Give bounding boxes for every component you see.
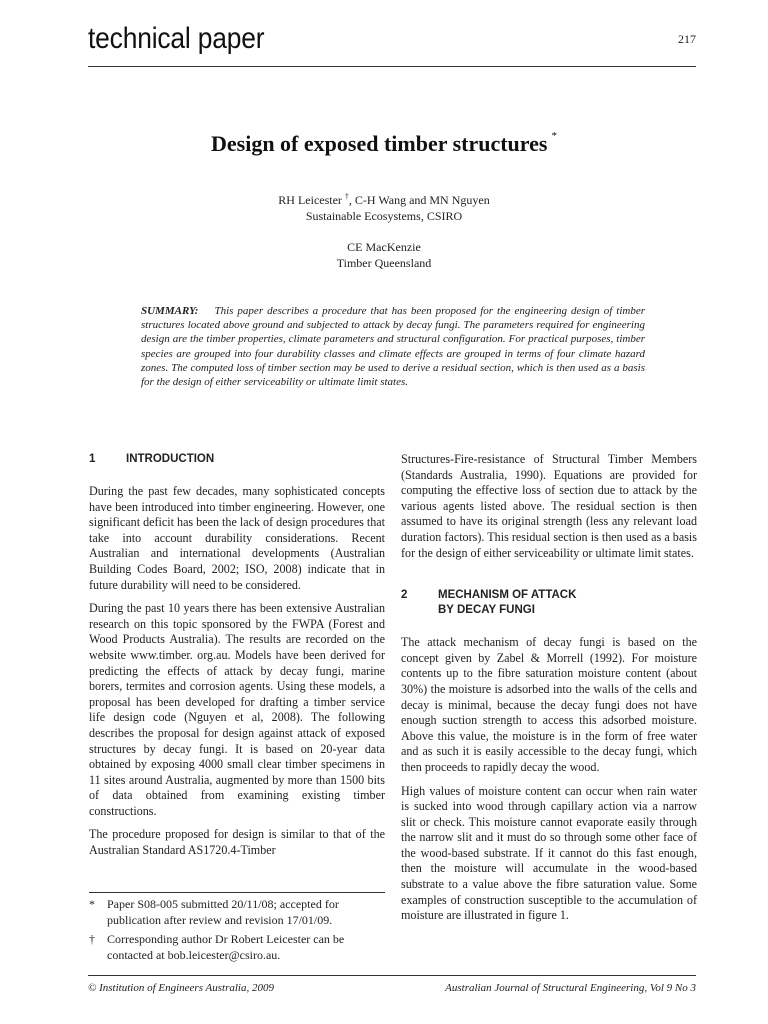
author-line-1 — [0, 189, 768, 208]
paragraph: During the past few decades, many sophisticated concepts have been introduced into timber engineering. However, one significant deficit has been the lack of design procedures that take into account durability considerations. Recent Australian and international developments (Australian Building Codes Board, 2002; ISO, 2008) indicate that in future durability will need to be considered. — [89, 484, 385, 592]
footnote-text: Paper S08-005 submitted 20/11/08; accepted for publication after review and revision 17/01/09. — [107, 897, 339, 927]
section-number-1: 1 — [89, 453, 96, 465]
author-line-2: CE MacKenzie — [347, 240, 421, 254]
paper-title-text: Design of exposed timber structures — [211, 131, 548, 156]
paragraph: The procedure proposed for design is similar to that of the Australian Standard AS1720.4-Timber — [89, 827, 385, 858]
footnotes — [89, 892, 385, 967]
journal-citation: Australian Journal of Structural Engineering, Vol 9 No 3 — [445, 982, 696, 994]
paper-title — [0, 130, 768, 157]
author-affiliation-1: Sustainable Ecosystems, CSIRO — [305, 209, 463, 223]
paragraph-continuation: Structures-Fire-resistance of Structural Timber Members (Standards Australia, 1990). Equations are provided for computing the effective loss of section due to attack by the various agents listed above. The residual section is then assumed to have its original strength (less any relevant load duration factors). This residual section is then used as a basis for the design of either serviceability or ultimate limit states. — [401, 452, 697, 560]
footnote-text: Corresponding author Dr Robert Leicester can be contacted at bob.leicester@csiro.au. — [107, 932, 345, 962]
paragraph: The attack mechanism of decay fungi is based on the concept given by Zabel & Morrell (1992). For moisture contents up to the fibre saturation moisture content (about 30%) the moisture is adsorbed into the walls of the cells and decay is minimal, because the decay fungi does not have enough suction strength to access this adsorbed moisture. Above this value, the moisture is in the form of free water and as such it is easily accessible to the decay fungi, which then proceeds to rapidly decay the wood. — [401, 635, 697, 774]
paragraph: High values of moisture content can occur when rain water is sucked into wood through capillary action via a narrow slit or check. This moisture cannot evaporate easily through the narrow slit and it must do so through some other face of the wood-based substrate. If it cannot do this fast enough, then the moisture will accumulate in the wood-based substrate to a value above the fibre saturation value. Some examples of construction susceptible to the accumulation of moisture are illustrated in figure 1. — [401, 783, 697, 923]
copyright-notice: © Institution of Engineers Australia, 2009 — [88, 982, 274, 994]
footer-rule — [88, 975, 696, 976]
section-number-2: 2 — [401, 589, 408, 602]
title-footnote-mark: * — [551, 130, 557, 142]
summary-abstract — [141, 304, 645, 389]
section-heading-1 — [89, 452, 385, 467]
author-footnote-mark: † — [344, 192, 349, 201]
section-title-2 — [438, 588, 576, 618]
author-spacer — [0, 224, 768, 239]
footnote-mark: * — [89, 897, 95, 911]
right-column — [401, 452, 697, 932]
footnote — [89, 932, 385, 963]
author-name-1: RH Leicester — [278, 193, 345, 207]
section-title-2-line-1: MECHANISM OF ATTACK — [438, 589, 577, 602]
author-block — [0, 189, 768, 271]
author-names-rest: , C-H Wang and MN Nguyen — [348, 193, 490, 207]
journal-section-label: technical paper — [88, 22, 265, 55]
page-number: 217 — [678, 32, 696, 46]
author-affiliation-2: Timber Queensland — [336, 256, 432, 270]
header-rule — [88, 66, 696, 67]
section-title-1: INTRODUCTION — [126, 453, 215, 465]
section-heading-2 — [401, 588, 697, 618]
left-column — [89, 452, 385, 867]
section-title-2-line-2: BY DECAY FUNGI — [438, 604, 535, 617]
footnote — [89, 897, 385, 928]
summary-label: SUMMARY: — [141, 305, 199, 317]
summary-text: This paper describes a procedure that has been proposed for the engineering design of timber structures located above ground and subjected to attack by decay fungi. The parameters required for engineering design are the timber properties, climate parameters and structural configuration. For practical purposes, timber species are grouped into four durability classes and climate effects are grouped in terms of four climate hazard zones. The computed loss of timber section may be used to derive a residual section, which is then used as a basis for the design of either serviceability or ultimate limit states. — [141, 305, 645, 389]
footnote-mark: † — [89, 932, 95, 947]
paragraph: During the past 10 years there has been extensive Australian research on this topic sponsored by the FWPA (Forest and Wood Products Australia). The results are recorded on the website www.timber. org.au. Models have been derived for predicting the effects of attack by decay fungi, marine borers, termites and corrosion agents. Using these models, a proposal has been developed for drafting a timber service life design code (Nguyen et al, 2008). The following describes the proposal for design against attack of exposed structures by decay fungi. It is based on 20-year data obtained by exposing 4000 small clear timber specimens in 11 sites around Australia, augmented by more than 1500 bits of data obtained from examining existing timber constructions. — [89, 601, 385, 818]
